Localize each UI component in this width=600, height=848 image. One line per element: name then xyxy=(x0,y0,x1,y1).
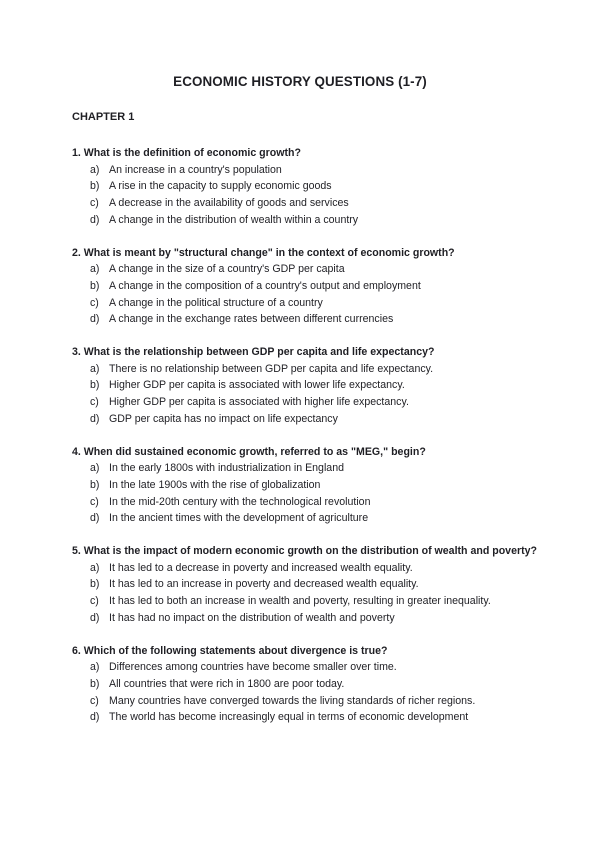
option-a xyxy=(72,460,542,477)
option-letter: d) xyxy=(90,313,100,326)
option-a xyxy=(72,261,542,278)
option-letter: c) xyxy=(90,197,99,210)
option-letter: c) xyxy=(90,396,99,409)
document-title: ECONOMIC HISTORY QUESTIONS (1-7) xyxy=(173,74,427,89)
option-letter: b) xyxy=(90,379,100,392)
option-letter: d) xyxy=(90,711,100,724)
option-text: Many countries have converged towards the living standards of richer regions. xyxy=(109,694,476,707)
option-d xyxy=(72,610,542,627)
question-text: 2. What is meant by "structural change" in the context of economic growth? xyxy=(72,246,455,259)
option-text: A rise in the capacity to supply economic goods xyxy=(109,180,332,193)
option-b xyxy=(72,576,542,593)
option-letter: d) xyxy=(90,412,100,425)
option-c xyxy=(72,394,542,411)
option-b xyxy=(72,178,542,195)
option-text: An increase in a country's population xyxy=(109,163,282,176)
question-text: 1. What is the definition of economic growth? xyxy=(72,147,301,159)
question-list xyxy=(72,145,542,742)
option-a xyxy=(72,659,542,676)
option-text: A change in the distribution of wealth within a country xyxy=(109,213,359,226)
answer-options xyxy=(72,361,542,428)
option-text: It has led to both an increase in wealth and poverty, resulting in greater inequality. xyxy=(109,595,491,608)
question-text: 5. What is the impact of modern economic growth on the distribution of wealth and poverty? xyxy=(72,545,537,558)
option-text: The world has become increasingly equal in terms of economic development xyxy=(109,711,469,724)
option-text: In the mid-20th century with the technological revolution xyxy=(109,495,371,508)
option-text: Higher GDP per capita is associated with higher life expectancy. xyxy=(109,396,409,409)
option-letter: b) xyxy=(90,180,100,193)
option-text: It has had no impact on the distribution of wealth and poverty xyxy=(109,611,395,624)
option-letter: b) xyxy=(90,578,100,591)
option-letter: d) xyxy=(90,611,100,624)
option-letter: c) xyxy=(90,694,99,707)
option-letter: a) xyxy=(90,661,100,674)
option-c xyxy=(72,195,542,212)
answer-options xyxy=(72,560,542,627)
question-5 xyxy=(72,543,542,627)
option-d xyxy=(72,510,542,527)
option-text: GDP per capita has no impact on life expectancy xyxy=(109,412,338,425)
option-letter: c) xyxy=(90,595,99,608)
option-letter: a) xyxy=(90,561,100,574)
option-text: A change in the political structure of a country xyxy=(109,296,323,309)
question-4 xyxy=(72,444,542,528)
option-b xyxy=(72,278,542,295)
option-text: A change in the composition of a country's output and employment xyxy=(109,279,421,292)
question-text: 4. When did sustained economic growth, referred to as "MEG," begin? xyxy=(72,445,426,458)
answer-options xyxy=(72,261,542,328)
option-d xyxy=(72,411,542,428)
option-b xyxy=(72,477,542,494)
option-a xyxy=(72,560,542,577)
option-b xyxy=(72,377,542,394)
answer-options xyxy=(72,162,542,229)
option-c xyxy=(72,693,542,710)
option-a xyxy=(72,162,542,179)
question-3 xyxy=(72,344,542,428)
chapter-heading: CHAPTER 1 xyxy=(72,111,135,123)
question-6 xyxy=(72,643,542,727)
option-letter: d) xyxy=(90,213,100,226)
option-text: All countries that were rich in 1800 are poor today. xyxy=(109,677,345,690)
option-letter: d) xyxy=(90,512,100,525)
option-letter: c) xyxy=(90,296,99,309)
option-letter: a) xyxy=(90,462,100,475)
option-text: In the late 1900s with the rise of globalization xyxy=(109,478,321,491)
option-letter: b) xyxy=(90,677,100,690)
option-d xyxy=(72,212,542,229)
option-text: Higher GDP per capita is associated with lower life expectancy. xyxy=(109,379,405,392)
option-letter: a) xyxy=(90,362,100,375)
option-b xyxy=(72,676,542,693)
option-text: In the early 1800s with industrialization in England xyxy=(109,462,344,475)
option-c xyxy=(72,494,542,511)
question-2 xyxy=(72,245,542,329)
question-1 xyxy=(72,145,542,229)
option-letter: b) xyxy=(90,478,100,491)
option-letter: a) xyxy=(90,263,100,276)
question-text: 6. Which of the following statements about divergence is true? xyxy=(72,644,388,657)
option-text: It has led to an increase in poverty and decreased wealth equality. xyxy=(109,578,419,591)
option-letter: a) xyxy=(90,163,100,176)
option-d xyxy=(72,709,542,726)
option-text: It has led to a decrease in poverty and increased wealth equality. xyxy=(109,561,413,574)
option-text: A decrease in the availability of goods and services xyxy=(109,197,349,210)
option-d xyxy=(72,311,542,328)
option-a xyxy=(72,361,542,378)
option-text: A change in the exchange rates between different currencies xyxy=(109,313,394,326)
answer-options xyxy=(72,460,542,527)
option-text: In the ancient times with the development of agriculture xyxy=(109,512,369,525)
option-text: Differences among countries have become smaller over time. xyxy=(109,661,397,674)
option-c xyxy=(72,593,542,610)
answer-options xyxy=(72,659,542,726)
option-text: There is no relationship between GDP per capita and life expectancy. xyxy=(109,362,434,375)
option-text: A change in the size of a country's GDP per capita xyxy=(109,263,345,276)
option-letter: c) xyxy=(90,495,99,508)
option-c xyxy=(72,295,542,312)
question-text: 3. What is the relationship between GDP per capita and life expectancy? xyxy=(72,346,435,359)
option-letter: b) xyxy=(90,279,100,292)
